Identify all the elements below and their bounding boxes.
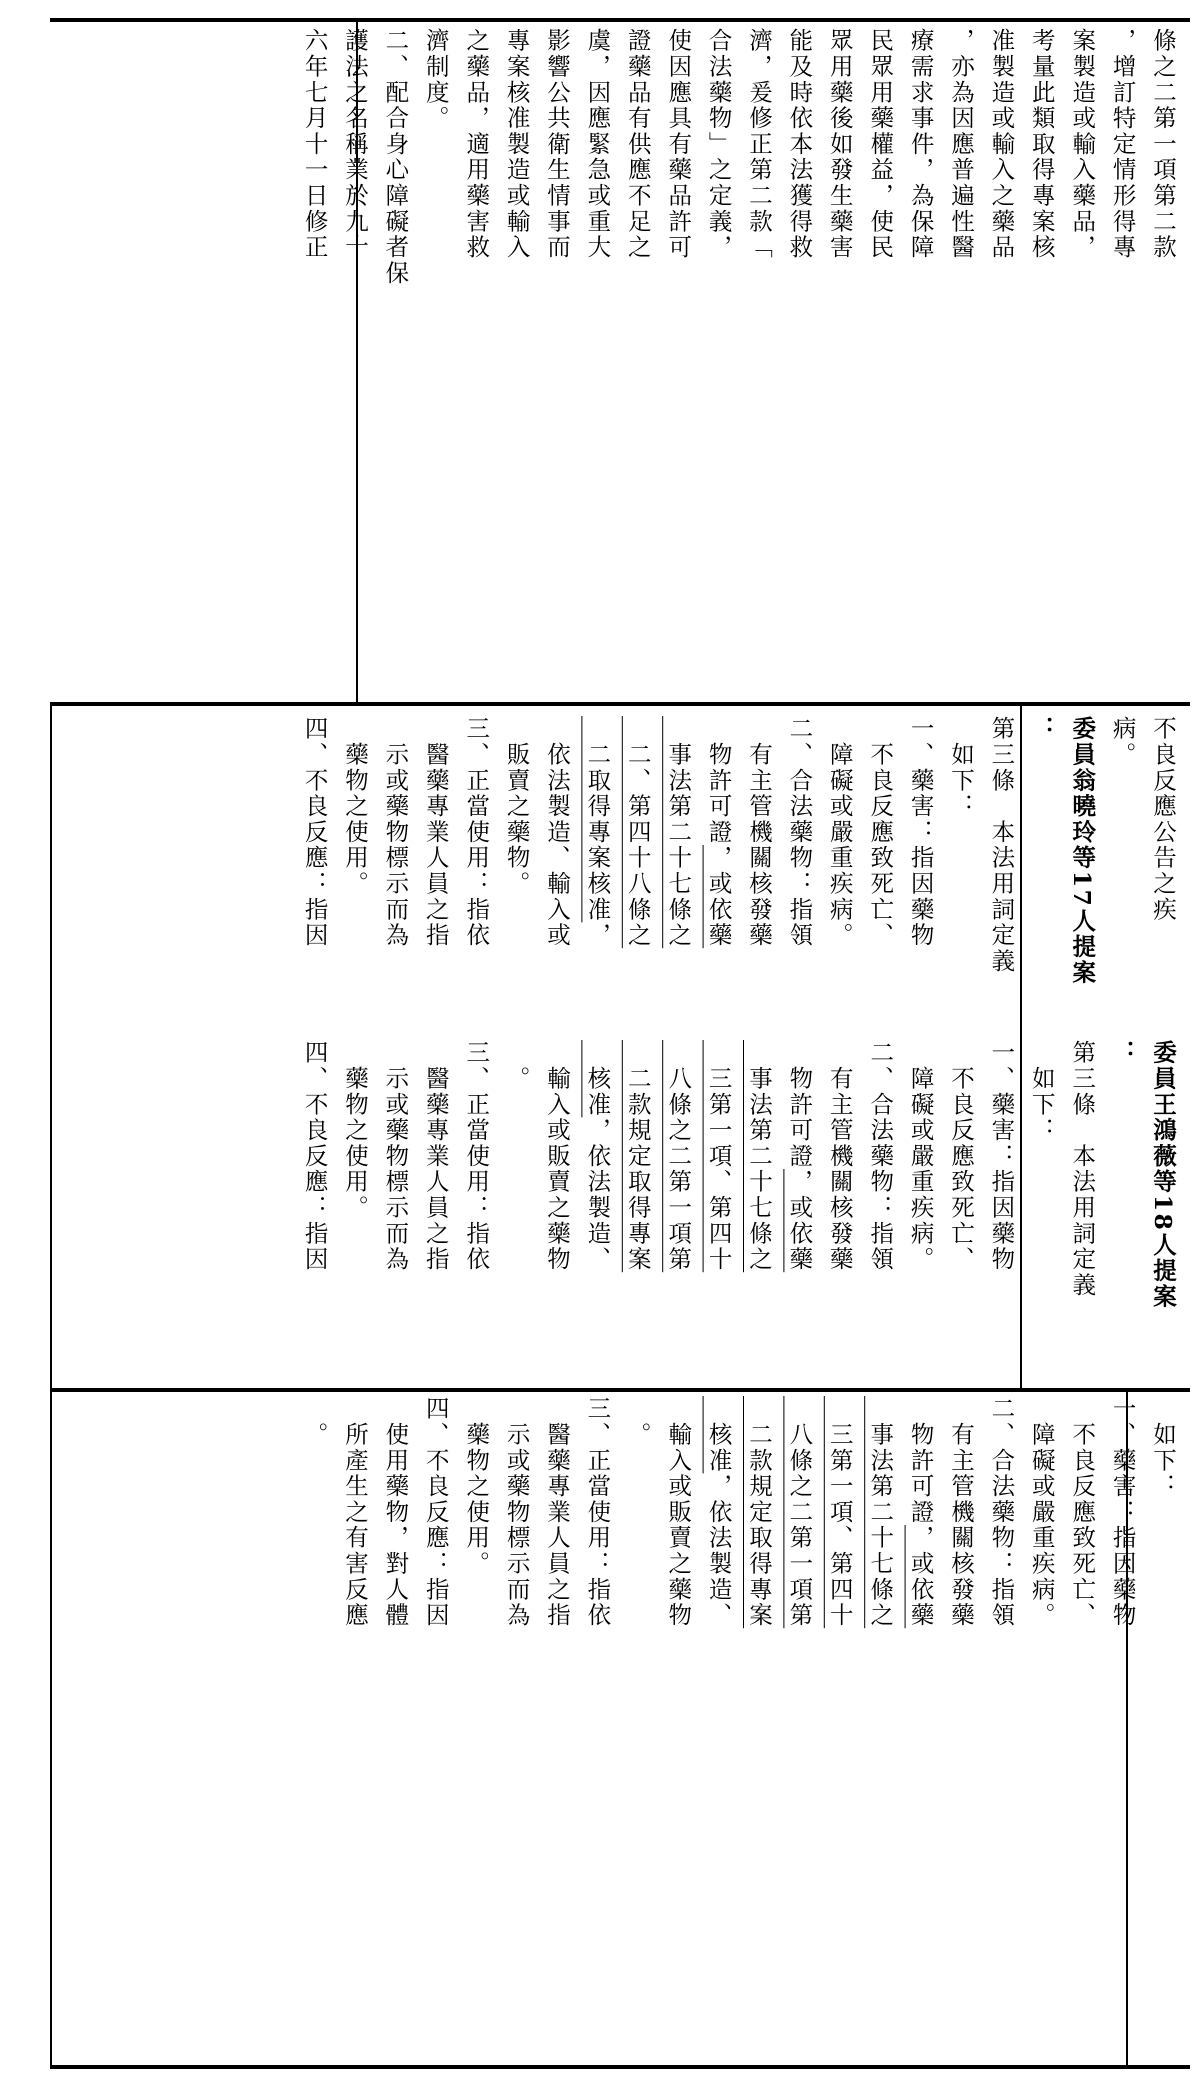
col-wang-line: 事法第二十七條之	[745, 1040, 773, 1273]
top-right-line: ，增訂特定情形得專	[1108, 28, 1137, 261]
col-wang-line: 三、正當使用：指依	[462, 1040, 491, 1273]
col-wang-line: 輸入或販賣之藥物	[543, 1040, 571, 1273]
top-right-line: ，亦為因應普遍性醫	[947, 28, 975, 261]
top-right-line: 眾用藥後如發生藥害	[825, 28, 854, 261]
col-wang-line: 如下：	[1027, 1040, 1056, 1144]
col-wang-line: 八條之二第一項第	[664, 1040, 693, 1273]
col-weng-line: 不良反應致死亡、	[866, 716, 895, 949]
col-current-line: 輸入或販賣之藥物	[664, 1396, 693, 1629]
col-wang-line: 不良反應致死亡、	[947, 1040, 975, 1273]
col-current-line: 三、正當使用：指依	[583, 1396, 612, 1629]
col-weng-line: 事法第二十七條之	[664, 716, 693, 949]
col-current-line: 障礙或嚴重疾病。	[1027, 1396, 1056, 1629]
top-right-line: 條之二第一項第二款	[1149, 28, 1177, 261]
col-weng-line: ：	[1027, 716, 1056, 742]
top-right-line: 濟制度。	[421, 28, 450, 132]
top-right-line: 專案核准製造或輸入	[502, 28, 531, 261]
col-current-line: 藥物之使用。	[462, 1396, 491, 1577]
col-weng-line: 販賣之藥物。	[502, 716, 531, 897]
top-right-line: 民眾用藥權益，使民	[866, 28, 895, 261]
col-wang-line: 二款規定取得專案	[623, 1040, 652, 1273]
col-wang-line: 二、合法藥物：指領	[866, 1040, 895, 1273]
col-weng-line: 藥物之使用。	[341, 716, 369, 897]
col-weng-line: 有主管機關核發藥	[745, 716, 773, 949]
col-wang-line: 醫藥專業人員之指	[421, 1040, 450, 1273]
col-wang-line: 一、藥害：指因藥物	[987, 1040, 1016, 1273]
col-wang-line: ：	[1108, 1040, 1137, 1066]
top-right-line: 虞，因應緊急或重大	[583, 28, 612, 261]
col-weng-line: 二、合法藥物：指領	[785, 716, 814, 949]
col-weng-line: 第三條 本法用詞定義	[987, 716, 1016, 974]
col-wang-line: 障礙或嚴重疾病。	[906, 1040, 935, 1273]
top-right-line: 療需求事件，為保障	[906, 28, 935, 261]
col-weng-line: 委員翁曉玲等17人提案	[1068, 716, 1097, 986]
top-right-line: 二、配合身心障礙者保	[381, 28, 410, 286]
col-current-line: 二、合法藥物：指領	[987, 1396, 1016, 1629]
col-wang-line: 核准，依法製造、	[583, 1040, 612, 1273]
col-current-line: 如下：	[1149, 1396, 1177, 1500]
col-weng-line: 障礙或嚴重疾病。	[825, 716, 854, 949]
top-right-line: 影響公共衛生情事而	[543, 28, 571, 261]
col-wang-line: 委員王鴻薇等18人提案	[1149, 1040, 1177, 1310]
top-right-line: 合法藥物」之定義，	[704, 28, 733, 261]
col-current-line: 。	[300, 1396, 329, 1448]
col-wang-line: 第三條 本法用詞定義	[1068, 1040, 1097, 1298]
top-right-line: 證藥品有供應不足之	[623, 28, 652, 261]
col-wang-line: 物許可證，或依藥	[785, 1040, 814, 1273]
col-wang-line: 示或藥物標示而為	[381, 1040, 410, 1273]
col-weng-line: 依法製造、輸入或	[543, 716, 571, 949]
col-current-line: 示或藥物標示而為	[502, 1396, 531, 1629]
col-weng-line: 如下：	[947, 716, 975, 820]
top-right-line: 能及時依本法獲得救	[785, 28, 814, 261]
col-current-line: 四、不良反應：指因	[421, 1396, 450, 1629]
col-weng-line: 示或藥物標示而為	[381, 716, 410, 949]
top-right-line: 考量此類取得專案核	[1027, 28, 1056, 261]
col-wang-line: 三第一項、第四十	[704, 1040, 733, 1273]
col-weng-line: 一、藥害：指因藥物	[906, 716, 935, 949]
col-current-line: 三第一項、第四十	[825, 1396, 854, 1629]
col-wang-line: 。	[502, 1040, 531, 1092]
col-current-line: 一、藥害：指因藥物	[1108, 1396, 1137, 1629]
col-weng-line: 病。	[1108, 716, 1137, 768]
col-current-line: 不良反應致死亡、	[1068, 1396, 1097, 1629]
col-current-line: 有主管機關核發藥	[947, 1396, 975, 1629]
col-weng-line: 二取得專案核准，	[583, 716, 612, 949]
col-wang-line: 藥物之使用。	[341, 1040, 369, 1221]
top-right-line: 六年七月十一日修正	[300, 28, 329, 261]
col-weng-line: 三、正當使用：指依	[462, 716, 491, 949]
col-weng-line: 不良反應公告之疾	[1149, 716, 1177, 923]
col-wang-line: 四、不良反應：指因	[300, 1040, 329, 1273]
col-wang-line: 有主管機關核發藥	[825, 1040, 854, 1273]
top-right-line: 案製造或輸入藥品，	[1068, 28, 1097, 261]
col-current-line: 使用藥物，對人體	[381, 1396, 410, 1629]
col-weng-line: 醫藥專業人員之指	[421, 716, 450, 949]
col-current-line: 二款規定取得專案	[745, 1396, 773, 1629]
top-right-line: 准製造或輸入之藥品	[987, 28, 1016, 261]
top-right-line: 使因應具有藥品許可	[664, 28, 693, 261]
col-current-line: 所產生之有害反應	[341, 1396, 369, 1629]
col-current-line: 醫藥專業人員之指	[543, 1396, 571, 1629]
col-current-line: 。	[623, 1396, 652, 1448]
col-weng-line: 物許可證，或依藥	[704, 716, 733, 949]
col-current-line: 核准，依法製造、	[704, 1396, 733, 1629]
col-current-line: 事法第二十七條之	[866, 1396, 895, 1629]
col-current-line: 八條之二第一項第	[785, 1396, 814, 1629]
top-right-line: 護法之名稱業於九十	[341, 28, 369, 261]
col-weng-line: 四、不良反應：指因	[300, 716, 329, 949]
top-right-line: 之藥品，適用藥害救	[462, 28, 491, 261]
col-current-line: 物許可證，或依藥	[906, 1396, 935, 1629]
col-weng-line: 二、第四十八條之	[623, 716, 652, 949]
top-right-line: 濟，爰修正第二款「	[745, 28, 773, 261]
